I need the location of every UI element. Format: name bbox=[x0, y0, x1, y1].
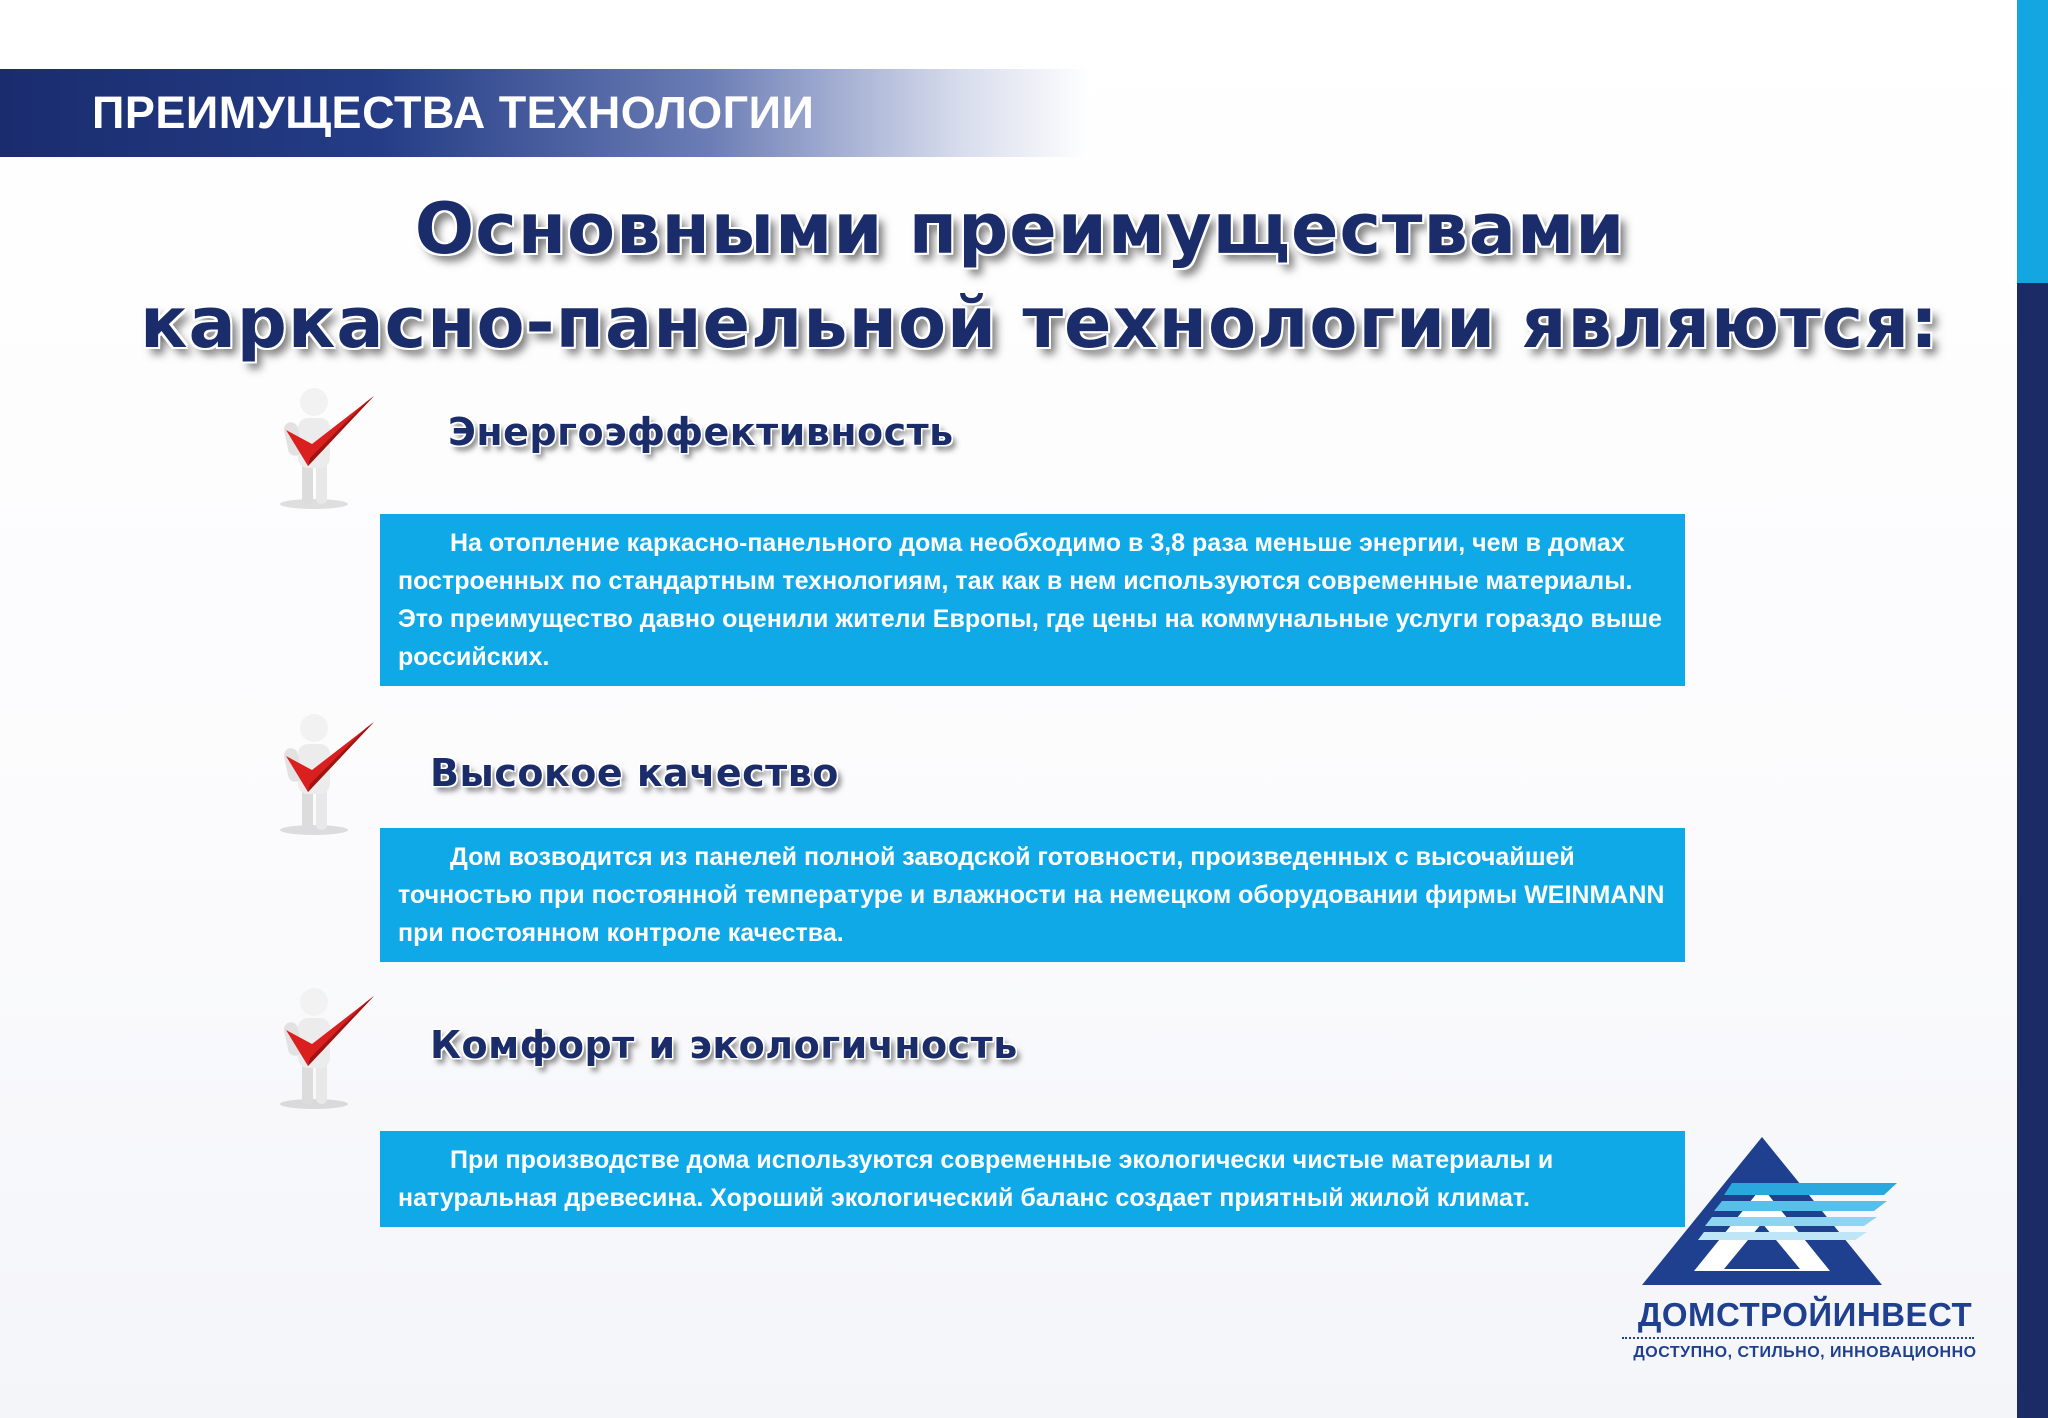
info-text-high-quality: Дом возводится из панелей полной заводской готовности, произведенных с высочайшей точностью при постоянной температуре и влажности на немецком оборудовании фирмы WEINMANN при постоянном контроле качества. bbox=[398, 843, 1665, 947]
info-box-comfort-ecology bbox=[380, 1131, 1685, 1227]
section-title-energy-efficiency: Энергоэффективность bbox=[448, 410, 954, 454]
info-text-energy-efficiency: На отопление каркасно-панельного дома необходимо в 3,8 раза меньше энергии, чем в домах построенных по стандартным технологиям, так как в нем используются современные материалы. Это преимущество давно оценили жители Европы, где цены на коммунальные услуги гораздо выше российских. bbox=[398, 529, 1662, 671]
info-box-energy-efficiency bbox=[380, 514, 1685, 686]
section-title-comfort-ecology: Комфорт и экологичность bbox=[430, 1023, 1018, 1067]
checkmark-figure-icon bbox=[262, 380, 382, 510]
info-text-comfort-ecology: При производстве дома используются современные экологически чистые материалы и натуральная древесина. Хороший экологический баланс создает приятный жилой климат. bbox=[398, 1146, 1554, 1212]
slide-title: ПРЕИМУЩЕСТВА ТЕХНОЛОГИИ bbox=[92, 87, 815, 138]
side-accent-stripe-light bbox=[2017, 0, 2048, 283]
checkmark-figure-icon bbox=[262, 980, 382, 1110]
main-heading bbox=[140, 182, 1940, 370]
header-bar bbox=[0, 69, 1090, 157]
main-heading-line-1: Основными преимуществами bbox=[414, 188, 1626, 270]
company-logo-name: ДОМСТРОЙИНВЕСТ bbox=[1637, 1296, 1973, 1333]
section-title-high-quality: Высокое качество bbox=[430, 751, 839, 795]
side-accent-stripe-dark bbox=[2017, 283, 2048, 1418]
logo-divider bbox=[1622, 1337, 1974, 1339]
checkmark-figure-icon bbox=[262, 706, 382, 836]
info-box-high-quality bbox=[380, 828, 1685, 962]
company-logo-slogan: ДОСТУПНО, СТИЛЬНО, ИННОВАЦИОННО bbox=[1633, 1344, 1977, 1361]
main-heading-line-2: каркасно-панельной технологии являются: bbox=[140, 282, 1940, 364]
